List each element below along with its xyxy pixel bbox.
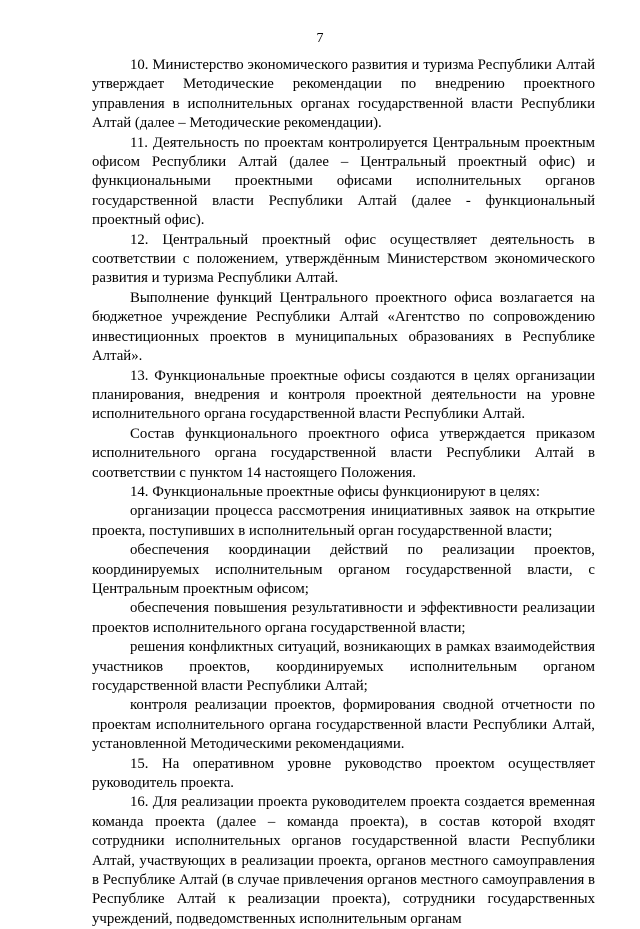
list-item-control: контроля реализации проектов, формирования сводной отчетности по проектам исполнительного органа государственной власти Республики Алтай, установленной Методическими рекомендациями. bbox=[92, 697, 595, 753]
paragraph-11: 11. Деятельность по проектам контролируется Центральным проектным офисом Республики Алтай (далее – Центральный проектный офис) и функциональными проектными офисами исполнительных органов государственной власти Республики Алтай (далее - функциональный проектный офис). bbox=[92, 134, 595, 229]
document-body bbox=[92, 56, 595, 929]
paragraph-13: 13. Функциональные проектные офисы создаются в целях организации планирования, внедрения и контроля проектной деятельности на уровне исполнительного органа государственной власти Республики Алтай. bbox=[92, 367, 595, 423]
paragraph-15: 15. На оперативном уровне руководство проектом осуществляет руководитель проекта. bbox=[92, 755, 595, 792]
list-item-coordination: обеспечения координации действий по реализации проектов, координируемых исполнительным органом государственной власти, с Центральным проектным офисом; bbox=[92, 542, 595, 597]
paragraph-16: 16. Для реализации проекта руководителем проекта создается временная команда проекта (далее – команда проекта), в состав которой входят сотрудники исполнительных органов государственной власти Республики Алтай, участвующих в реализации проекта, органов местного самоуправления в Республике Алтай (в случае привлечения органов местного самоуправления в Республике Алтай к реализации проекта), сотрудники государственных учреждений, подведомственных исполнительным органам bbox=[92, 794, 595, 927]
paragraph-13-cont: Состав функционального проектного офиса утверждается приказом исполнительного органа государственной власти Республики Алтай в соответствии с пунктом 14 настоящего Положения. bbox=[92, 425, 595, 481]
list-item-applications: организации процесса рассмотрения инициативных заявок на открытие проекта, поступивших в исполнительный орган государственной власти; bbox=[92, 503, 595, 539]
list-item-conflicts: решения конфликтных ситуаций, возникающих в рамках взаимодействия участников проектов, координируемых исполнительным органом государственной власти Республики Алтай; bbox=[92, 639, 595, 694]
paragraph-10: 10. Министерство экономического развития и туризма Республики Алтай утверждает Методические рекомендации по внедрению проектного управления в исполнительных органах государственной власти Республики Алтай (далее – Методические рекомендации). bbox=[92, 57, 595, 132]
page-number: 7 bbox=[316, 31, 324, 46]
paragraph-12: 12. Центральный проектный офис осуществляет деятельность в соответствии с положением, утверждённым Министерством экономического развития и туризма Республики Алтай. bbox=[92, 231, 595, 287]
list-item-effectiveness: обеспечения повышения результативности и эффективности реализации проектов исполнительного органа государственной власти; bbox=[92, 600, 595, 636]
paragraph-14: 14. Функциональные проектные офисы функционируют в целях: bbox=[130, 483, 540, 500]
paragraph-12-cont: Выполнение функций Центрального проектного офиса возлагается на бюджетное учреждение Республики Алтай «Агентство по сопровождению инвестиционных проектов в муниципальных образованиях в Республике Алтай». bbox=[92, 289, 595, 365]
